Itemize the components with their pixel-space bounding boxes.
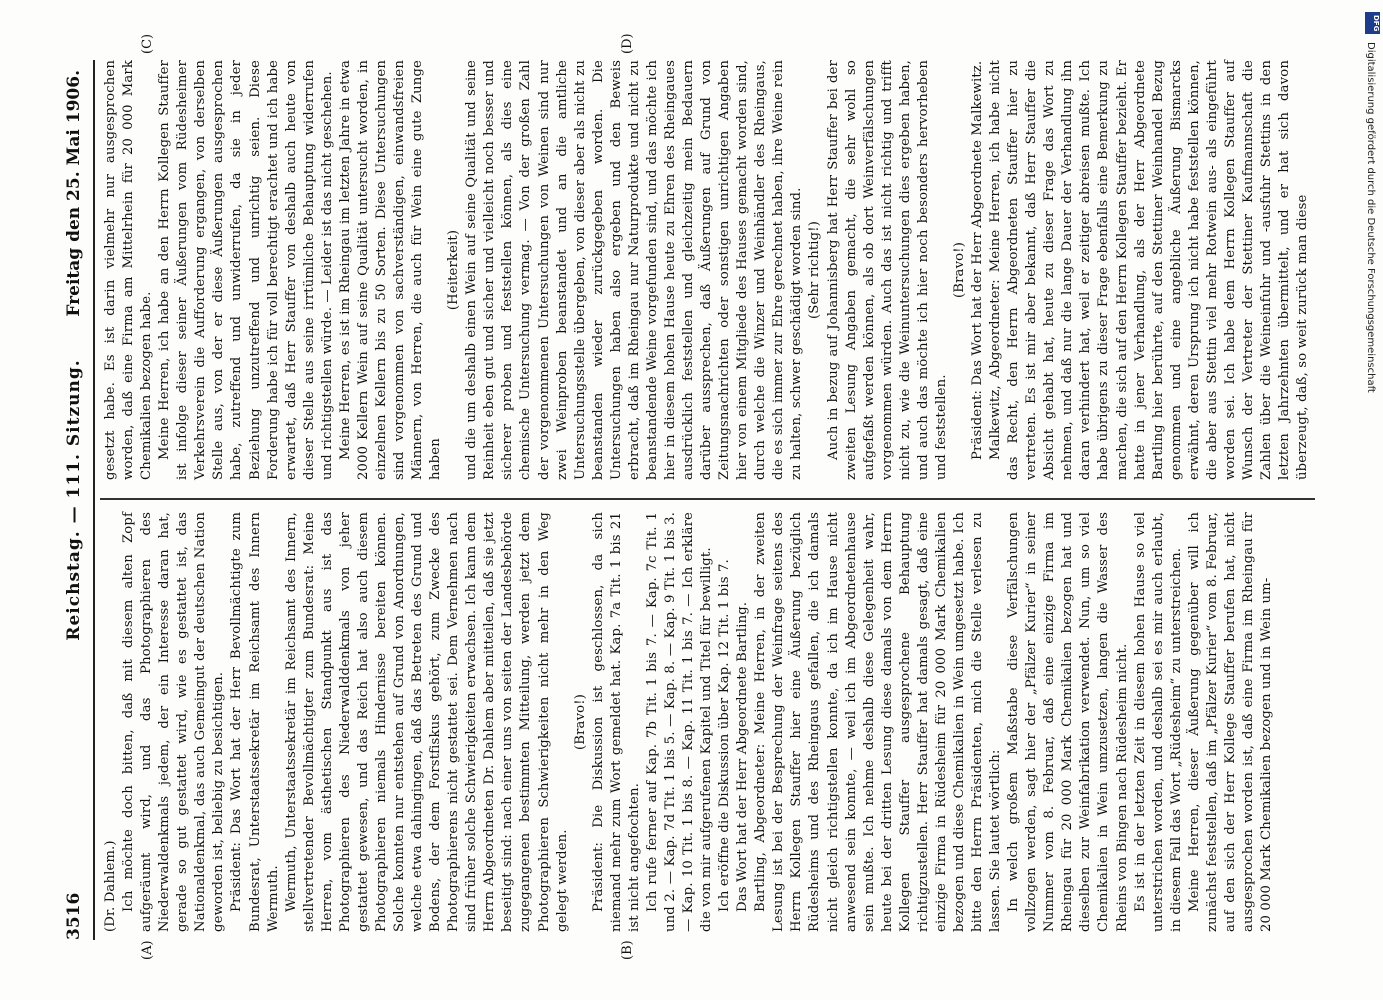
header-rule [93, 60, 95, 940]
speaker-continuation: (Dr. Dahlem.) [103, 840, 118, 932]
interjection: (Heiterkeit) [446, 229, 462, 311]
paragraph: Ich eröffne die Diskussion über Kap. 12 Tit. 1 bis 7. [717, 559, 733, 912]
margin-mark-a: (A) [140, 940, 155, 960]
paragraph: Meine Herren, es ist im Rheingau im letzten Jahre in etwa 2000 Kellern Wein auf seine Qualität untersucht worden, in einzelnen Kellern bis zu 50 Sorten. Diese Untersuchungen sind vorgenommen von sachverständigen, einwandsfreien Männern, von Herren, die auch für Wein eine gute Zunge haben [337, 60, 444, 480]
paragraph: Auch in bezug auf Johannisberg hat Herr Stauffer bei der zweiten Lesung Angaben gemacht, die sehr wohl so aufgefaßt werden können, als ob dort Weinverfälschungen vorgenommen würden. Auch das ist nicht richtig und trifft nicht zu, wie die Weinuntersuchungen dies ergeben haben, und auch das möchte ich hier noch besonders hervorheben und feststellen. [825, 60, 949, 480]
margin-mark-c: (C) [140, 33, 155, 54]
paragraph: und die um deshalb einen Wein auf seine Qualität und seine Reinheit eben gut und sicher und vielleicht noch besser und sicherer proben und feststellen können, als dies eine chemische Untersuchung vermag. — Von der großen Zahl der vorgenommenen Untersuchungen von Weinen sind nur zwei Weinproben beanstandet und an die amtliche Untersuchungsstelle übergeben, von dieser aber als nicht zu beanstanden wieder zurückgegeben worden. Die Untersuchungen haben also ergeben und den Beweis erbracht, daß im Rheingau nur Naturprodukte und nicht zu beanstandende Weine vorgefunden sind, und das möchte ich hier in diesem hohen Hause heute zu Ehren des Rheingaues ausdrücklich feststellen und gleichzeitig mein Bedauern darüber aussprechen, daß Äußerungen auf Grund von Zeitungsnachrichten oder sonstigen unrichtigen Angaben hier von einem Mitgliede des Hauses gemacht worden sind, durch welche die Winzer und Weinhändler des Rheingaus, die es sich immer zur Ehre gerechnet haben, ihre Weine rein zu halten, schwer geschädigt worden sind. [464, 60, 805, 480]
session-title: Reichstag. — 111. Sitzung. [64, 359, 84, 641]
interjection: (Sehr richtig!) [807, 220, 823, 320]
digitization-credit [1365, 6, 1381, 996]
margin-mark-b: (B) [620, 940, 635, 960]
dfg-logo: DFG [1365, 12, 1380, 34]
paragraph: Das Wort hat der Herr Abgeordnete Bartling. [735, 601, 751, 912]
interjection: (Bravo!) [951, 241, 967, 299]
paragraph: Bartling, Abgeordneter: Meine Herren, in der zweiten Lesung ist bei der Besprechung der Weinfrage seitens des Herrn Kollegen Stauffer hier eine Äußerung bezüglich Rüdesheims und des Rheingaus gefallen, die ich damals nicht gleich richtigstellen konnte, da ich im Hause nicht anwesend sein konnte, — weil ich im Abgeordnetenhause sein mußte. Ich nehme deshalb diese Gelegenheit wahr, heute bei der dritten Lesung diese damals von dem Herrn Kollegen Stauffer ausgesprochene Behauptung richtigzustellen. Herr Stauffer hat damals gesagt, daß eine einzige Firma in Rüdesheim für 20 000 Mark Chemikalien bezogen und diese Chemikalien in Wein umgesetzt habe. Ich bitte den Herrn Präsidenten, mich die Stelle verlesen zu lassen. Sie lautet wörtlich: [753, 512, 1004, 932]
margin-mark-d: (D) [620, 33, 635, 54]
digitization-note: Digitalisierung gefördert durch die Deutsche Forschungsgemeinschaft [1365, 42, 1376, 393]
paragraph: Meine Herren, dieser Äußerung gegenüber will ich zunächst feststellen, daß im „Pfälzer Kurier“ vom 8. Februar, auf den sich der Herr Kollege Stauffer berufen hat, nicht ausgesprochen worden ist, daß eine Firma im Rheingau für 20 000 Mark Chemikalien bezogen und in Wein um- [1186, 512, 1274, 932]
page-header [60, 60, 90, 940]
interjection: (Bravo!) [572, 693, 588, 751]
quotation: In welch großem Maßstabe diese Verfälschungen vollzogen werden, sagt hier der „Pfälzer Kurier“ in seiner Nummer vom 8. Februar, daß eine einzige Firma im Rheingau für 20 000 Mark Chemikalien bezogen hat und dieselben zur Weinfabrikation verwendet. Nun, um so viel Chemikalien in Wein umzusetzen, langen die Wasser des Rheins von Bingen nach Rüdesheim nicht. [1006, 512, 1130, 932]
paragraph: Es ist in der letzten Zeit in diesem hohen Hause so viel unterstrichen worden, und deshalb sei es mir auch erlaubt, in diesem Fall das Wort „Rüdesheim“ zu unterstreichen. [1132, 512, 1184, 932]
page-number: 3516 [64, 892, 84, 940]
paragraph: gesetzt habe. Es ist darin vielmehr nur ausgesprochen worden, daß eine Firma am Mittelrhein für 20 000 Mark Chemikalien bezogen habe. [103, 60, 155, 480]
paragraph: Präsident: Das Wort hat der Herr Abgeordnete Malkewitz. [970, 60, 985, 460]
right-column [102, 60, 1312, 480]
column-divider [100, 498, 1315, 500]
paragraph: Präsident: Die Diskussion ist geschlossen, da sich niemand mehr zum Wort gemeldet hat. Kap. 7a Tit. 1 bis 21 ist nicht angefochten. [590, 512, 642, 932]
paragraph: Ich rufe ferner auf Kap. 7b Tit. 1 bis 7. — Kap. 7c Tit. 1 und 2. — Kap. 7d Tit. 1 bis 5. — Kap. 8. — Kap. 9 Tit. 1 bis 3. — Kap. 10 Tit. 1 bis 8. — Kap. 11 Tit. 1 bis 7. — Ich erkläre die von mir aufgerufenen Kapitel und Titel für bewilligt. [644, 512, 715, 932]
paragraph: Wermuth, Unterstaatssekretär im Reichsamt des Innern, stellvertretender Bevollmächtigter zum Bundesrat: Meine Herren, vom ästhetischen Standpunkt aus ist das Photographieren des Niederwalddenkmals von jeher gestattet gewesen, und das Reich hat also auch diesem Photographieren niemals Hindernisse bereiten können. Solche konnten nur entstehen auf Grund von Anordnungen, welche etwa dahingingen, daß das Betreten des Grund und Bodens, der dem Forstfiskus gehört, zum Zwecke des Photographierens nicht gestattet sei. Dem Vernehmen nach sind früher solche Schwierigkeiten erwachsen. Ich kann dem Herrn Abgeordneten Dr. Dahlem aber mitteilen, daß sie jetzt beseitigt sind: nach einer uns von seiten der Landesbehörde zugegangenen bestimmten Mitteilung, werden jetzt dem Photographieren Schwierigkeiten nicht mehr in den Weg gelegt werden. [283, 512, 570, 932]
paragraph: Ich möchte doch bitten, daß mit diesem alten Zopf aufgeräumt wird, und das Photographieren des Niederwaldenkmals jedem, der ein Interesse daran hat, gerade so gut gestattet wird, wie es gestattet ist, das Nationaldenkmal, das auch Gemeingut der deutschen Nation geworden ist, beliebig zu besichtigen. [121, 512, 227, 932]
paragraph: Präsident: Das Wort hat der Herr Bevollmächtigte zum Bundesrat, Unterstaatssekretär im Reichsamt des Innern Wermuth. [229, 512, 281, 932]
left-column [102, 512, 1276, 932]
session-date: Freitag den 25. Mai 1906. [64, 70, 84, 317]
paragraph: Malkewitz, Abgeordneter: Meine Herren, ich habe nicht das Recht, den Herrn Abgeordneten Stauffer hier zu vertreten. Es ist mir aber bekannt, daß Herr Stauffer die Absicht gehabt hat, heute zu dieser Frage das Wort zu nehmen, und daß nur die lange Dauer der Verhandlung ihn daran verhindert hat, weil er zeitiger abreisen mußte. Ich habe übrigens zu dieser Frage ebenfalls eine Bemerkung zu machen, die sich auf den Herrn Kollegen Stauffer bezieht. Er hatte in jener Verhandlung, als der Herr Abgeordnete Bartling hier berührte, auf den Stettiner Weinhandel Bezug genommen und eine angebliche Äußerung Bismarcks erwähnt, deren Ursprung ich nicht habe feststellen können, die aber aus Stettin viel mehr Rotwein aus- als eingeführt worden sei. Ich habe dem Herrn Kollegen Stauffer auf Wunsch der Vertreter der Stettiner Kaufmannschaft die Zahlen über die Weineinfuhr und -ausfuhr Stettins in den letzten Jahrzehnten übermittelt, und er hat sich davon überzeugt, daß, so weit zurück man diese [988, 60, 1311, 480]
paragraph: Meine Herren, ich habe an den Herrn Kollegen Stauffer ist infolge dieser seiner Äußerungen vom Rüdesheimer Verkehrsverein die Aufforderung ergangen, von derselben Stelle aus, von der er diese Äußerungen ausgesprochen habe, zutreffend und unwiderrufen, da sie in jeder Beziehung unzutreffend und unrichtig seien. Diese Forderung habe ich für voll berechtigt erachtet und ich habe erwartet, daß Herr Stauffer von deshalb auch heute von dieser Stelle aus seine irrtümliche Behauptung widerrufen und richtigstellen würde. — Leider ist das nicht geschehen. [157, 60, 335, 480]
